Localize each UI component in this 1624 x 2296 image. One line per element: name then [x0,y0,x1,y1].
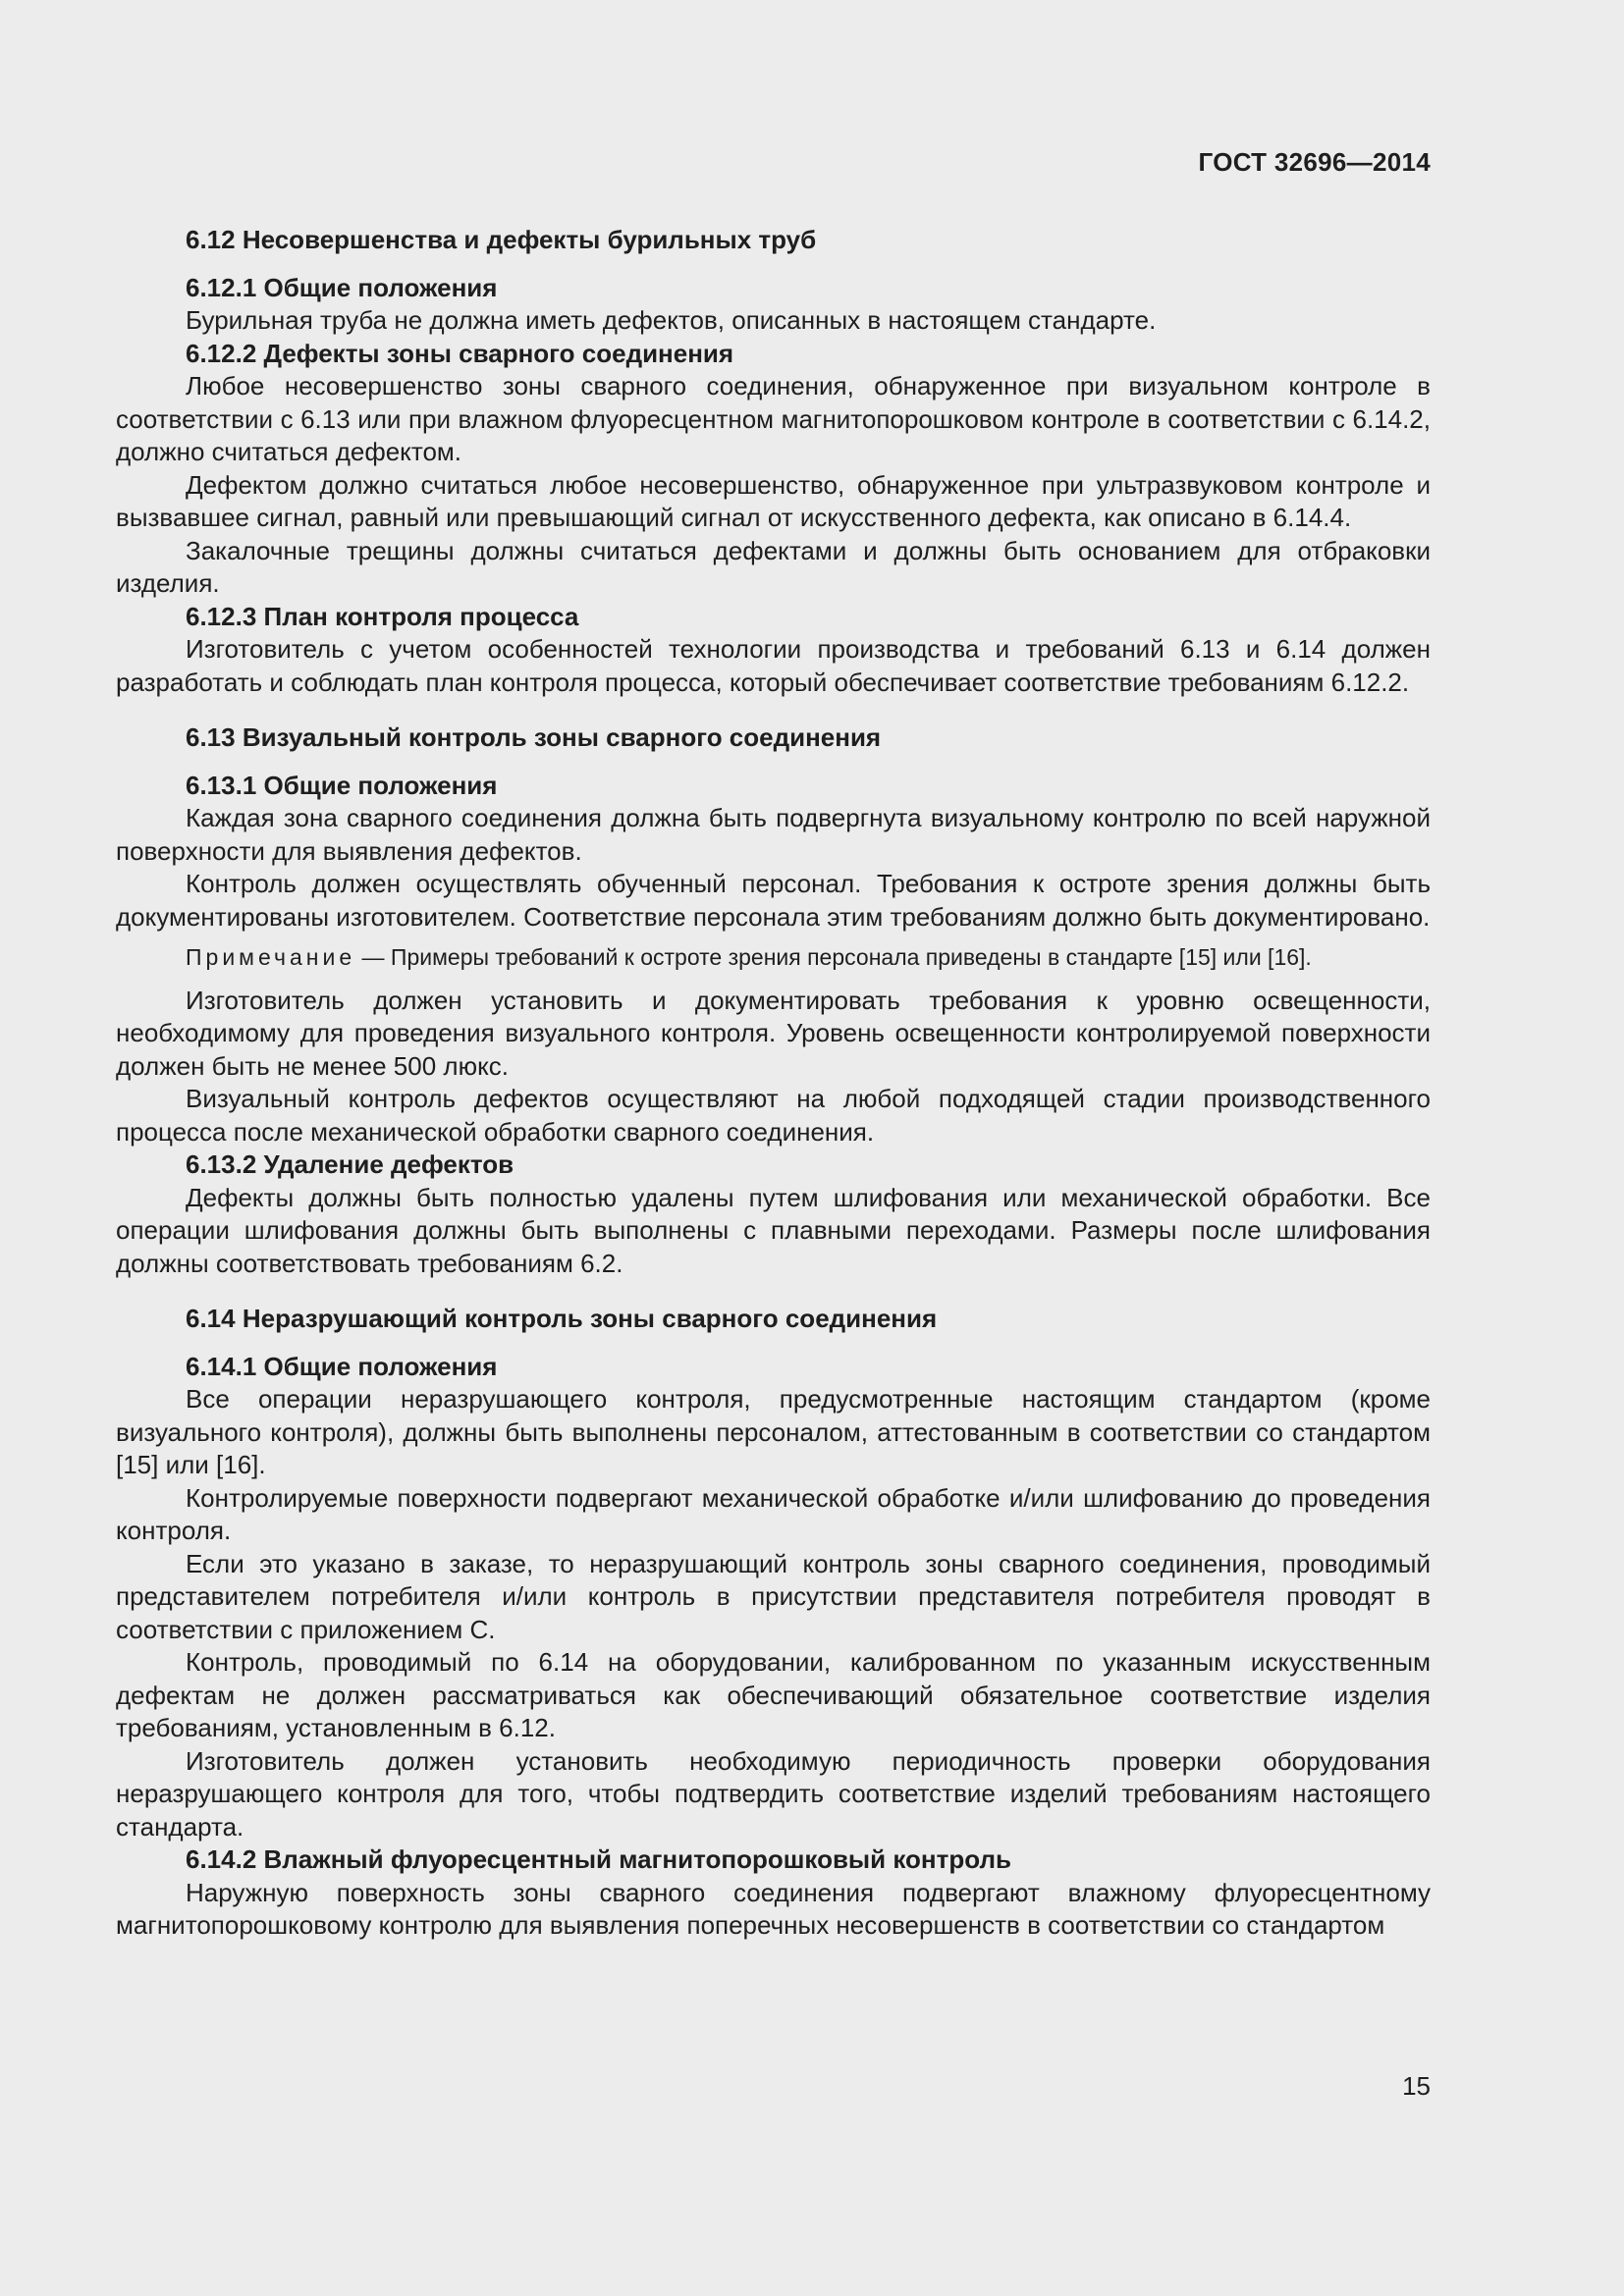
subsection-heading-6-12-3: 6.12.3 План контроля процесса [186,601,579,631]
subsection-heading-6-14-2: 6.14.2 Влажный флуоресцентный магнитопорошковый контроль [186,1844,1011,1874]
subsection-heading-6-13-2: 6.13.2 Удаление дефектов [186,1149,514,1179]
paragraph: Дефекты должны быть полностью удалены путем шлифования или механической обработки. Все операции шлифования должны быть выполнены с плавными переходами. Размеры после шлифования должны соответствовать требованиям 6.2. [116,1182,1431,1278]
note-label: Примечание [186,944,356,970]
paragraph: Все операции неразрушающего контроля, предусмотренные настоящим стандартом (кроме визуального контроля), должны быть выполнены персоналом, аттестованным в соответствии со стандартом [15] или [16]. [116,1384,1431,1479]
document-page [116,0,1431,2296]
subsection-heading-6-14-1: 6.14.1 Общие положения [186,1351,498,1381]
subsection-heading-6-12-1: 6.12.1 Общие положения [186,272,498,302]
section-heading-6-12: 6.12 Несовершенства и дефекты бурильных труб [186,225,817,254]
note [116,941,1431,975]
paragraph: Каждая зона сварного соединения должна быть подвергнута визуальному контролю по всей наружной поверхности для выявления дефектов. [116,803,1431,866]
paragraph: Визуальный контроль дефектов осуществляют на любой подходящей стадии производственного процесса после механической обработки сварного соединения. [116,1084,1431,1147]
paragraph: Наружную поверхность зоны сварного соединения подвергают влажному флуоресцентному магнитопорошковому контролю для выявления поперечных несовершенств в соответствии со стандартом [116,1877,1431,1940]
paragraph: Контроль должен осуществлять обученный персонал. Требования к остроте зрения должны быть документированы изготовителем. Соответствие персонала этим требованиям должно быть документировано. [116,869,1431,932]
paragraph: Дефектом должно считаться любое несовершенство, обнаруженное при ультразвуковом контроле и вызвавшее сигнал, равный или превышающий сигнал от искусственного дефекта, как описано в 6.14.4. [116,469,1431,532]
paragraph: Закалочные трещины должны считаться дефектами и должны быть основанием для отбраковки изделия. [116,535,1431,598]
subsection-heading-6-13-1: 6.13.1 Общие положения [186,770,498,800]
document-header: ГОСТ 32696—2014 [1198,147,1431,177]
subsection-heading-6-12-2: 6.12.2 Дефекты зоны сварного соединения [186,338,734,368]
paragraph: Контроль, проводимый по 6.14 на оборудовании, калиброванном по указанным искусственным дефектам не должен рассматриваться как обеспечивающий обязательное соответствие изделия требованиям, установленным в 6.12. [116,1647,1431,1742]
paragraph: Изготовитель должен установить и документировать требования к уровню освещенности, необходимому для проведения визуального контроля. Уровень освещенности контролируемой поверхности должен быть не менее 500 люкс. [116,985,1431,1081]
paragraph: Если это указано в заказе, то неразрушающий контроль зоны сварного соединения, проводимый представителем потребителя и/или контроль в присутствии представителя потребителя проводят в соответствии с приложением С. [116,1548,1431,1644]
note-text: — Примеры требований к остроте зрения персонала приведены в стандарте [15] или [16]. [355,944,1312,970]
section-heading-6-13: 6.13 Визуальный контроль зоны сварного соединения [186,722,882,752]
paragraph: Изготовитель с учетом особенностей технологии производства и требований 6.13 и 6.14 должен разработать и соблюдать план контроля процесса, который обеспечивает соответствие требованиям 6.12.2. [116,634,1431,697]
paragraph: Изготовитель должен установить необходимую периодичность проверки оборудования неразрушающего контроля для того, чтобы подтвердить соответствие изделий требованиям настоящего стандарта. [116,1745,1431,1842]
paragraph: Контролируемые поверхности подвергают механической обработке и/или шлифованию до проведения контроля. [116,1482,1431,1545]
page-number: 15 [1402,2071,1431,2101]
paragraph: Бурильная труба не должна иметь дефектов, описанных в настоящем стандарте. [186,305,1157,335]
paragraph: Любое несовершенство зоны сварного соединения, обнаруженное при визуальном контроле в соответствии с 6.13 или при влажном флуоресцентном магнитопорошковом контроле в соответствии с 6.14.2, должно считаться дефектом. [116,371,1431,466]
section-heading-6-14: 6.14 Неразрушающий контроль зоны сварного соединения [186,1304,938,1333]
document-body [116,224,1431,1943]
